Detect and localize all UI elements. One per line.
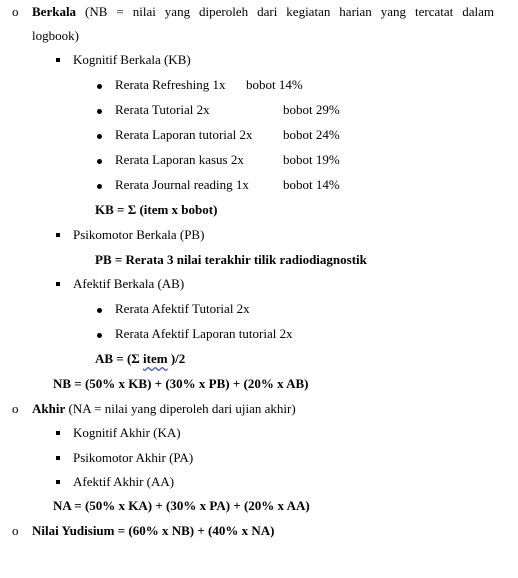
ab-formula-start: AB = (Σ <box>95 351 144 366</box>
akhir-description: (NA = nilai yang diperoleh dari ujian akhir) <box>68 401 296 416</box>
outline-bullet-icon: o <box>12 401 19 416</box>
akhir-heading-line <box>32 401 296 417</box>
nb-formula: NB = (50% x KB) + (30% x PB) + (20% x AB) <box>53 376 309 391</box>
square-bullet-icon <box>56 233 60 237</box>
disc-bullet-icon <box>97 308 102 313</box>
kb-item-name: Rerata Laporan tutorial 2x <box>115 127 253 142</box>
ab-formula-item: item <box>143 351 168 366</box>
pb-formula: PB = Rerata 3 nilai terakhir tilik radiodiagnostik <box>95 252 367 267</box>
ab-item: Rerata Afektif Laporan tutorial 2x <box>115 326 293 341</box>
kb-item-weight: bobot 14% <box>246 77 303 92</box>
berkala-label: Berkala <box>32 4 77 19</box>
disc-bullet-icon <box>97 84 102 89</box>
kb-item-name: Rerata Journal reading 1x <box>115 177 249 192</box>
disc-bullet-icon <box>97 159 102 164</box>
kb-item-name: Rerata Refreshing 1x <box>115 77 226 92</box>
psikomotor-berkala-label: Psikomotor Berkala (PB) <box>73 227 205 242</box>
berkala-description: (NB = nilai yang diperoleh dari kegiatan harian yang tercatat dalam <box>85 4 494 19</box>
square-bullet-icon <box>56 58 60 62</box>
akhir-item: Kognitif Akhir (KA) <box>73 425 181 440</box>
square-bullet-icon <box>56 480 60 484</box>
kb-item-weight: bobot 19% <box>283 152 340 167</box>
disc-bullet-icon <box>97 184 102 189</box>
berkala-heading-line <box>32 4 494 20</box>
kb-item-weight: bobot 29% <box>283 102 340 117</box>
outline-bullet-icon: o <box>12 523 19 538</box>
kb-item-weight: bobot 24% <box>283 127 340 142</box>
kb-item-weight: bobot 14% <box>283 177 340 192</box>
berkala-description-cont: logbook) <box>32 28 79 43</box>
square-bullet-icon <box>56 431 60 435</box>
kb-item-name: Rerata Tutorial 2x <box>115 102 210 117</box>
na-formula: NA = (50% x KA) + (30% x PA) + (20% x AA) <box>53 498 310 513</box>
disc-bullet-icon <box>97 333 102 338</box>
kb-formula: KB = Σ (item x bobot) <box>95 202 218 217</box>
akhir-item: Psikomotor Akhir (PA) <box>73 450 194 465</box>
afektif-berkala-label: Afektif Berkala (AB) <box>73 276 185 291</box>
square-bullet-icon <box>56 282 60 286</box>
akhir-item: Afektif Akhir (AA) <box>73 474 175 489</box>
outline-bullet-icon: o <box>12 4 19 19</box>
ab-item: Rerata Afektif Tutorial 2x <box>115 301 250 316</box>
akhir-label: Akhir <box>32 401 66 416</box>
disc-bullet-icon <box>97 109 102 114</box>
yudisium-formula: Nilai Yudisium = (60% x NB) + (40% x NA) <box>32 523 275 538</box>
square-bullet-icon <box>56 456 60 460</box>
disc-bullet-icon <box>97 134 102 139</box>
ab-formula-end: )/2 <box>167 351 186 366</box>
kb-item-name: Rerata Laporan kasus 2x <box>115 152 244 167</box>
ab-formula <box>95 351 185 367</box>
kognitif-berkala-label: Kognitif Berkala (KB) <box>73 52 191 67</box>
